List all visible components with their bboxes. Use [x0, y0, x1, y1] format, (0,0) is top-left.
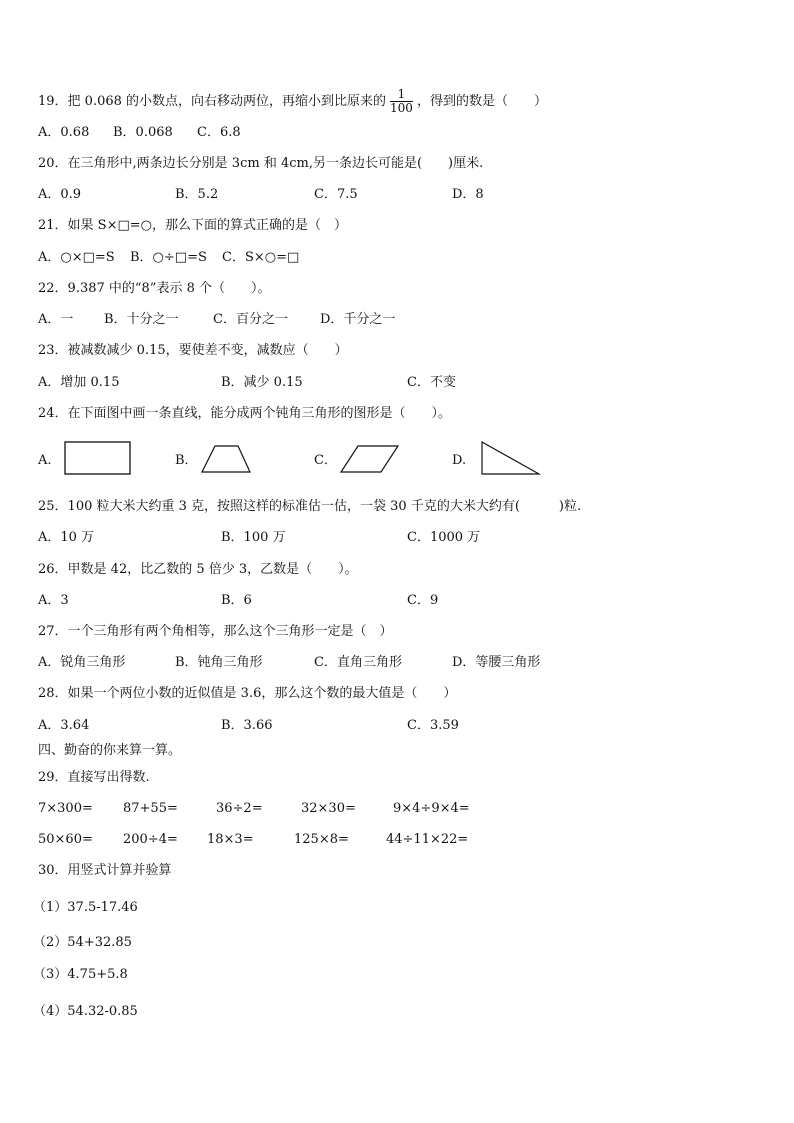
q23-stem: 23．被减数减少 0.15，要使差不变，减数应（ ） — [38, 343, 348, 358]
q26-option-a: A．3 — [38, 593, 69, 608]
q29-r2-c2: 200÷4= — [123, 832, 178, 847]
q19-option-a: A．0.68 — [38, 125, 90, 140]
right-triangle-figure — [481, 441, 543, 477]
q29-r2-c5: 44÷11×22= — [386, 832, 469, 847]
q27-option-a: A．锐角三角形 — [38, 655, 126, 670]
q23-option-a: A．增加 0.15 — [38, 375, 120, 390]
q29-r2-c1: 50×60= — [38, 832, 93, 847]
q30-item-2: （2）54+32.85 — [33, 935, 132, 950]
q22-option-d: D．千分之一 — [320, 312, 396, 327]
q27-stem: 27．一个三角形有两个角相等，那么这个三角形一定是（ ） — [38, 624, 393, 639]
q19-stem — [38, 88, 547, 115]
q27-option-d: D．等腰三角形 — [452, 655, 541, 670]
q27-option-b: B．钝角三角形 — [175, 655, 263, 670]
q20-option-b: B．5.2 — [175, 187, 219, 202]
q30-item-3: （3）4.75+5.8 — [33, 967, 128, 982]
q20-option-a: A．0.9 — [38, 187, 82, 202]
q20-stem: 20．在三角形中,两条边长分别是 3cm 和 4cm,另一条边长可能是( )厘米. — [38, 156, 484, 171]
q26-option-c: C．9 — [407, 593, 439, 608]
q19-option-b: B．0.068 — [113, 125, 173, 140]
q21-option-b: B．○÷□=S — [130, 250, 207, 265]
q29-r1-c2: 87+55= — [123, 801, 178, 816]
q29-r1-c5: 9×4÷9×4= — [393, 801, 470, 816]
q30-item-4: （4）54.32-0.85 — [33, 1004, 138, 1019]
q19-frac-denominator: 100 — [390, 101, 413, 115]
parallelogram-figure — [340, 445, 400, 475]
q24-option-c-label: C． — [314, 453, 337, 468]
q24-option-d-label: D. — [452, 453, 467, 468]
q28-option-b: B．3.66 — [221, 718, 273, 733]
q19-option-c: C．6.8 — [197, 125, 241, 140]
q19-text-before: 19．把 0.068 的小数点，向右移动两位，再缩小到比原来的 — [38, 94, 387, 109]
q29-r1-c4: 32×30= — [301, 801, 356, 816]
q24-option-b-label: B． — [175, 453, 198, 468]
q25-option-b: B．100 万 — [221, 530, 286, 545]
q21-option-a: A．○×□=S — [38, 250, 115, 265]
q29-r1-c3: 36÷2= — [216, 801, 263, 816]
q23-option-c: C．不变 — [407, 375, 456, 390]
q27-option-c: C．直角三角形 — [314, 655, 402, 670]
q22-stem: 22．9.387 中的“8”表示 8 个（ ）。 — [38, 281, 271, 296]
q26-option-b: B．6 — [221, 593, 252, 608]
q24-option-a-label: A. — [38, 453, 52, 468]
q30-stem: 30．用竖式计算并验算 — [38, 863, 172, 878]
q22-option-a: A．一 — [38, 312, 74, 327]
q28-stem: 28．如果一个两位小数的近似值是 3.6，那么这个数的最大值是（ ） — [38, 686, 457, 701]
q25-option-c: C．1000 万 — [407, 530, 481, 545]
trapezoid-figure — [201, 445, 253, 475]
q22-option-b: B．十分之一 — [104, 312, 179, 327]
q29-stem: 29．直接写出得数. — [38, 770, 150, 785]
q19-frac-numerator: 1 — [390, 88, 413, 102]
q29-r1-c1: 7×300= — [38, 801, 93, 816]
q28-option-a: A．3.64 — [38, 718, 90, 733]
section-4-title: 四、勤奋的你来算一算。 — [38, 743, 182, 758]
q23-option-b: B．减少 0.15 — [221, 375, 303, 390]
q30-item-1: （1）37.5-17.46 — [33, 900, 138, 915]
q22-option-c: C．百分之一 — [213, 312, 288, 327]
q28-option-c: C．3.59 — [407, 718, 459, 733]
q29-r2-c4: 125×8= — [294, 832, 349, 847]
rectangle-figure — [64, 441, 132, 476]
q21-option-c: C．S×○=□ — [222, 250, 300, 265]
q20-option-d: D．8 — [452, 187, 484, 202]
q25-option-a: A．10 万 — [38, 530, 95, 545]
q19-text-after: ，得到的数是（ ） — [416, 94, 547, 109]
q26-stem: 26．甲数是 42，比乙数的 5 倍少 3，乙数是（ ）。 — [38, 562, 358, 577]
q29-r2-c3: 18×3= — [207, 832, 254, 847]
q20-option-c: C．7.5 — [314, 187, 358, 202]
q24-stem: 24．在下面图中画一条直线，能分成两个钝角三角形的图形是（ ）。 — [38, 406, 452, 421]
q25-stem: 25．100 粒大米大约重 3 克，按照这样的标准估一估，一袋 30 千克的大米大约有( )粒. — [38, 499, 582, 514]
q19-fraction — [390, 88, 413, 115]
q21-stem: 21．如果 S×□=○，那么下面的算式正确的是（ ） — [38, 218, 347, 233]
